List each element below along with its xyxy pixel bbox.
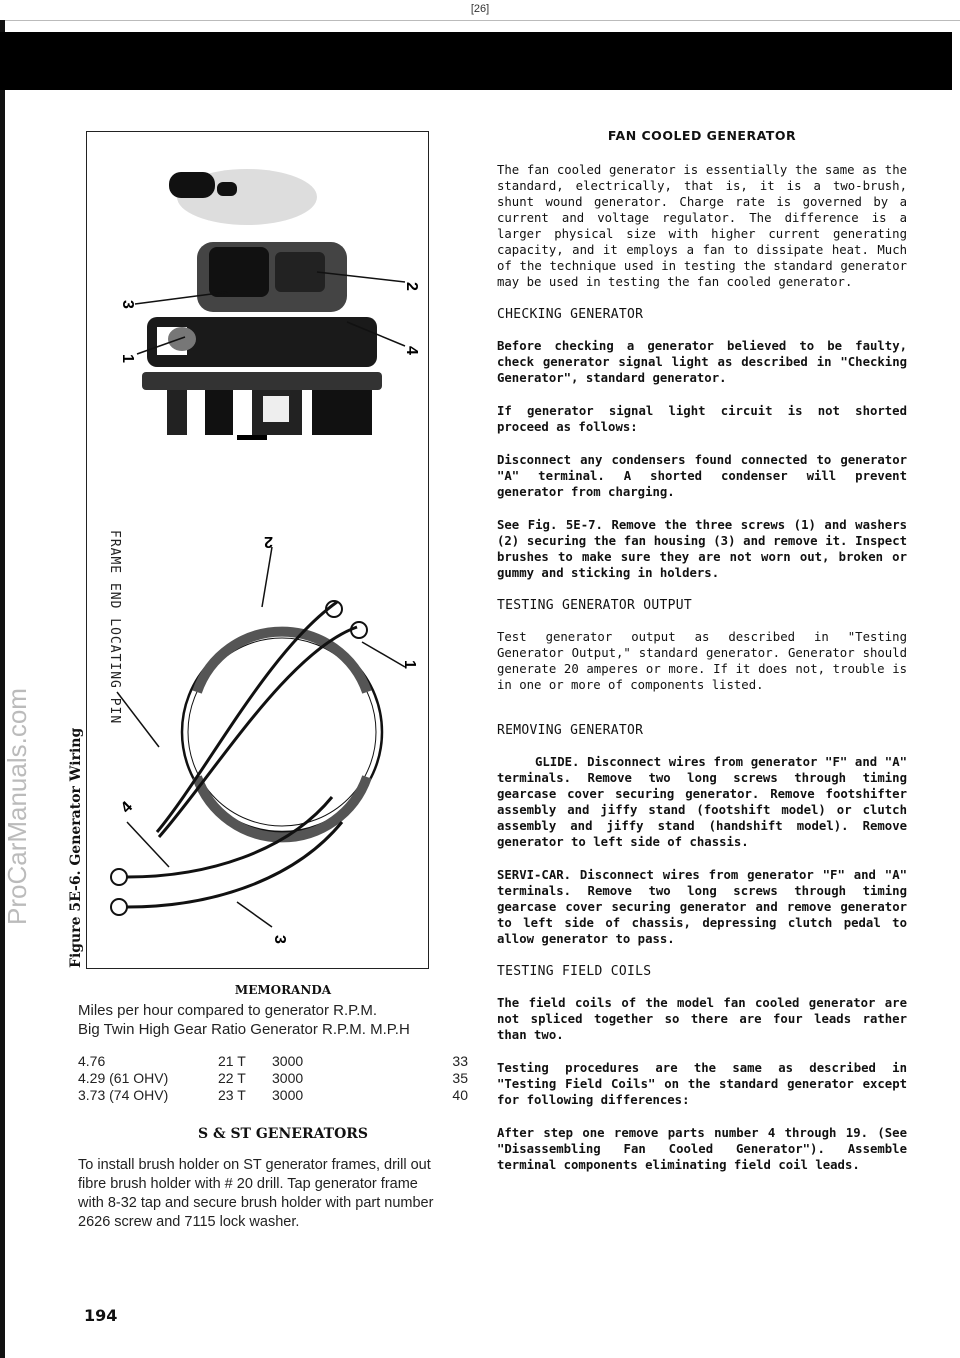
sst-generators-title: S & ST GENERATORS: [197, 1126, 369, 1142]
mph-cell: 35: [452, 1070, 468, 1086]
servi-car-paragraph: SERVI-CAR. Disconnect wires from generator "F" and "A" terminals. Remove two long screws through timing gearcase cover securing generator and remove generator to left side of chassis, depressing clutch pedal to allow generator to pass.: [497, 868, 907, 946]
heading-checking-generator: CHECKING GENERATOR: [497, 307, 644, 322]
checking-paragraph-2: If generator signal light circuit is not shorted proceed as follows:: [497, 404, 907, 434]
callout-bottom-2: 2: [264, 533, 273, 550]
callout-top-1: 1: [119, 354, 136, 363]
ratio-cell: 4.29 (61 OHV): [78, 1070, 169, 1086]
watermark: ProCarManuals.com: [2, 688, 32, 925]
top-divider: [0, 20, 960, 21]
teeth-cell: 21 T: [218, 1053, 246, 1069]
intro-paragraph: The fan cooled generator is essentially the same as the standard, electrically, that is, it is a two-brush, shunt wound generator. Charge rate is governed by a current and voltage regulator. The difference is a larger physical size with higher current generating capacity, and it employs a fan to dissipate heat. Much of the technique used in testing the standard generator may be used in testing the fan cooled generator.: [497, 163, 907, 289]
memoranda-line-1: Miles per hour compared to generator R.P.M.: [78, 1002, 378, 1019]
ratio-cell: 3.73 (74 OHV): [78, 1087, 169, 1103]
teeth-cell: 23 T: [218, 1087, 246, 1103]
callout-top-4: 4: [403, 346, 420, 355]
heading-testing-field-coils: TESTING FIELD COILS: [497, 964, 652, 979]
table-row: [78, 1053, 488, 1070]
callout-top-2: 2: [403, 282, 420, 291]
glide-paragraph: GLIDE. Disconnect wires from generator "F" and "A" terminals. Remove two long screws through timing gearcase cover securing generator. Remove footshifter assembly and jiffy stand (footshift model) or clutch assembly and jiffy stand (handshift model). Remove generator to left side of chassis.: [497, 755, 907, 849]
header-banner: [0, 32, 952, 90]
field-paragraph-2: Testing procedures are the same as described in "Testing Field Coils" on the standard generator except for following differences:: [497, 1061, 907, 1107]
page-number: 194: [84, 1306, 118, 1325]
mph-cell: 40: [452, 1087, 468, 1103]
heading-removing-generator: REMOVING GENERATOR: [497, 723, 644, 738]
rpm-cell: 3000: [272, 1053, 304, 1069]
ratio-cell: 4.76: [78, 1053, 106, 1069]
rpm-cell: 3000: [272, 1070, 304, 1086]
callout-bottom-1: 1: [401, 660, 418, 669]
field-paragraph-1: The field coils of the model fan cooled generator are not spliced together so there are four leads rather than two.: [497, 996, 907, 1042]
callout-top-3: 3: [119, 300, 136, 309]
memoranda-section: [78, 983, 488, 1232]
checking-paragraph-3: Disconnect any condensers found connected to generator "A" terminal. A shorted condenser will prevent generator from charging.: [497, 453, 907, 499]
checking-paragraph-1: Before checking a generator believed to be faulty, check generator signal light as described in "Checking Generator", standard generator.: [497, 339, 907, 385]
output-paragraph: Test generator output as described in "Testing Generator Output," standard generator. Generator should generate 20 amperes or more. If it does not, trouble is in one or more of components listed.: [497, 630, 907, 692]
fan-cooled-generator-column: [497, 128, 907, 1190]
memoranda-title: MEMORANDA: [234, 983, 332, 997]
field-paragraph-3: After step one remove parts number 4 through 19. (See "Disassembling Fan Cooled Generator"). Assemble terminal components eliminating field coil leads.: [497, 1126, 907, 1172]
table-row: [78, 1070, 488, 1087]
memoranda-line-2: Big Twin High Gear Ratio Generator R.P.M. M.P.H: [78, 1021, 410, 1038]
section-title: FAN COOLED GENERATOR: [607, 128, 797, 143]
rpm-cell: 3000: [272, 1087, 304, 1103]
heading-testing-generator-output: TESTING GENERATOR OUTPUT: [497, 598, 693, 613]
gear-ratio-table: [78, 1053, 488, 1104]
callout-bottom-3: 3: [271, 935, 288, 944]
mph-cell: 33: [452, 1053, 468, 1069]
end-view-diagram: [111, 547, 405, 927]
generator-wiring-illustration: [87, 132, 430, 970]
table-row: [78, 1087, 488, 1104]
generator-photo: [135, 169, 405, 440]
figure-frame: [86, 131, 429, 969]
checking-paragraph-4: See Fig. 5E-7. Remove the three screws (1) and washers (2) securing the fan housing (3) and remove it. Inspect brushes to make sure they are not worn out, broken or gummy and sticking in holders.: [497, 518, 907, 580]
frame-end-locating-pin-label: FRAME END LOCATING PIN: [107, 530, 122, 725]
figure-caption: Figure 5E-6. Generator Wiring: [68, 727, 84, 968]
teeth-cell: 22 T: [218, 1070, 246, 1086]
sst-generators-body: To install brush holder on ST generator frames, drill out fibre brush holder with # 20 drill. Tap generator frame with 8-32 tap and secure brush holder with part number 2626 screw and 7115 lock washer.: [78, 1157, 434, 1230]
callout-bottom-4: 4: [117, 798, 137, 817]
page-header: [26]: [470, 3, 490, 15]
